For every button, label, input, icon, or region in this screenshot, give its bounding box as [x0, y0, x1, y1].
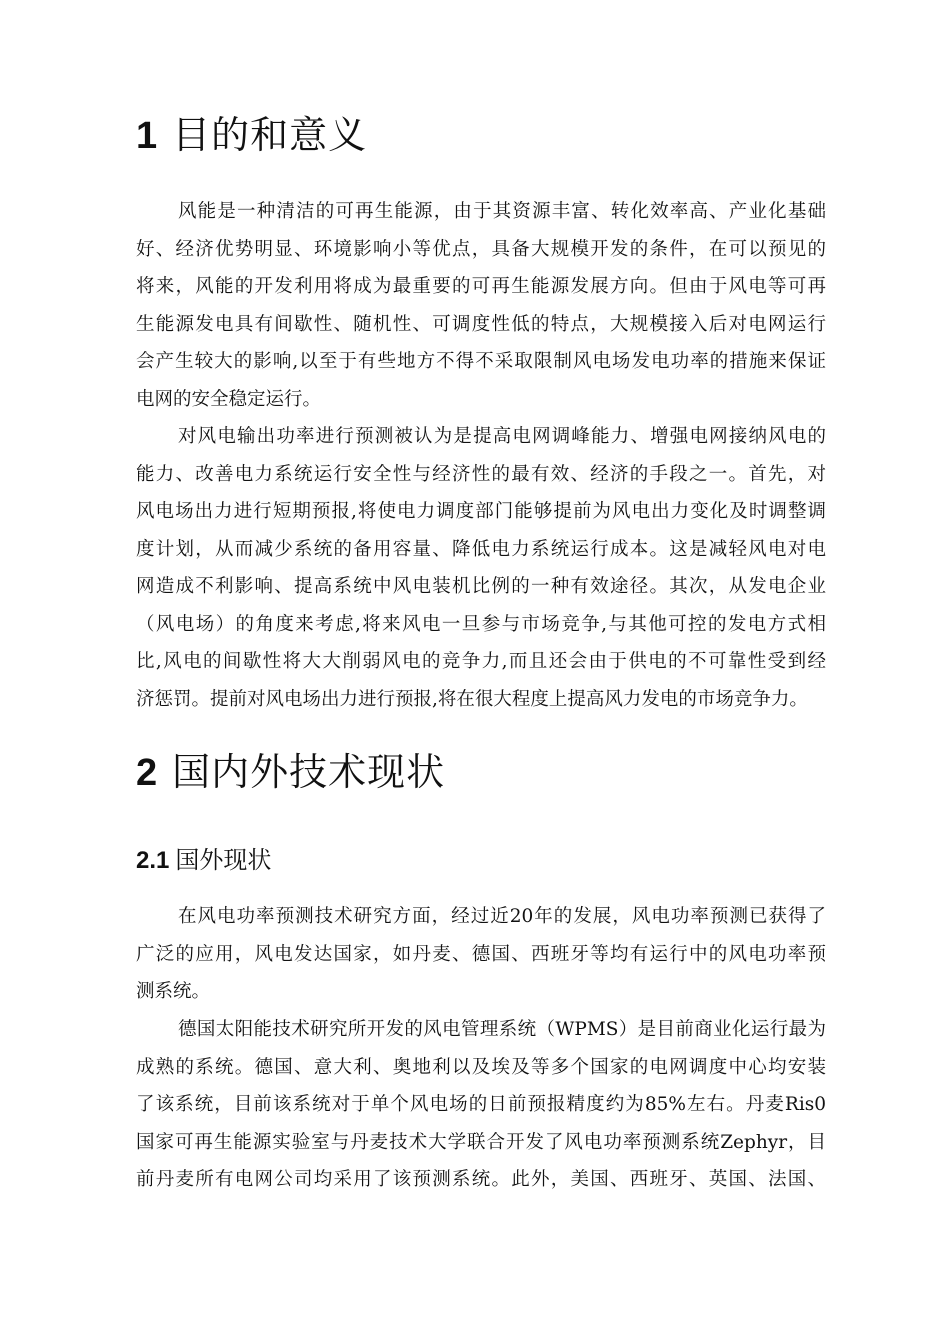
text-line: 电网的安全稳定运行。	[136, 388, 322, 410]
text-line: 比,风电的间歇性将大大削弱风电的竞争力,而且还会由于供电的不可靠性受到经	[136, 651, 826, 672]
text-line: 德国太阳能技术研究所开发的风电管理系统（WPMS）是目前商业化运行最为	[178, 1019, 826, 1040]
text-line: 广泛的应用，风电发达国家，如丹麦、德国、西班牙等均有运行中的风电功率预	[136, 943, 826, 965]
text-line: 在风电功率预测技术研究方面，经过近20年的发展，风电功率预测已获得了	[178, 906, 826, 927]
paragraph	[136, 193, 826, 418]
text-line: 好、经济优势明显、环境影响小等优点，具备大规模开发的条件，在可以预见的	[136, 238, 826, 260]
paragraph	[136, 1011, 826, 1199]
text-line: 国家可再生能源实验室与丹麦技术大学联合开发了风电功率预测系统Zephyr，目	[136, 1131, 826, 1153]
text-line: 能力、改善电力系统运行安全性与经济性的最有效、经济的手段之一。首先，对	[136, 463, 826, 485]
section-heading-2	[136, 741, 445, 796]
text-line: 成熟的系统。德国、意大利、奥地利以及埃及等多个国家的电网调度中心均安装	[136, 1056, 826, 1078]
text-line: 网造成不利影响、提高系统中风电装机比例的一种有效途径。其次，从发电企业	[136, 576, 826, 597]
section-heading-1	[136, 104, 367, 159]
text-line: 风能是一种清洁的可再生能源，由于其资源丰富、转化效率高、产业化基础	[178, 201, 826, 222]
text-line: 了该系统，目前该系统对于单个风电场的日前预报精度约为85%左右。丹麦Ris0	[136, 1094, 826, 1115]
text-line: 将来，风能的开发利用将成为最重要的可再生能源发展方向。但由于风电等可再	[136, 276, 826, 297]
paragraph	[136, 898, 826, 1011]
subsection-title: 国外现状	[175, 846, 272, 874]
text-line: 对风电输出功率进行预测被认为是提高电网调峰能力、增强电网接纳风电的	[178, 426, 826, 447]
section-number: 2	[136, 752, 159, 794]
subsection-number: 2.1	[136, 847, 170, 874]
text-line: 前丹麦所有电网公司均采用了该预测系统。此外，美国、西班牙、英国、法国、	[136, 1169, 826, 1190]
text-line: （风电场）的角度来考虑,将来风电一旦参与市场竞争,与其他可控的发电方式相	[136, 613, 826, 635]
section-title: 国内外技术现状	[172, 750, 446, 794]
section-number: 1	[136, 115, 159, 157]
text-line: 度计划，从而减少系统的备用容量、降低电力系统运行成本。这是减轻风电对电	[136, 538, 826, 560]
text-line: 风电场出力进行短期预报,将使电力调度部门能够提前为风电出力变化及时调整调	[136, 501, 826, 522]
text-line: 会产生较大的影响,以至于有些地方不得不采取限制风电场发电功率的措施来保证	[136, 351, 826, 372]
text-line: 生能源发电具有间歇性、随机性、可调度性低的特点，大规模接入后对电网运行	[136, 313, 826, 335]
subsection-heading-2-1	[136, 840, 271, 875]
section-title: 目的和意义	[172, 113, 368, 157]
text-line: 测系统。	[136, 981, 211, 1002]
text-line: 济惩罚。提前对风电场出力进行预报,将在很大程度上提高风力发电的市场竞争力。	[136, 688, 808, 710]
paragraph	[136, 418, 826, 718]
